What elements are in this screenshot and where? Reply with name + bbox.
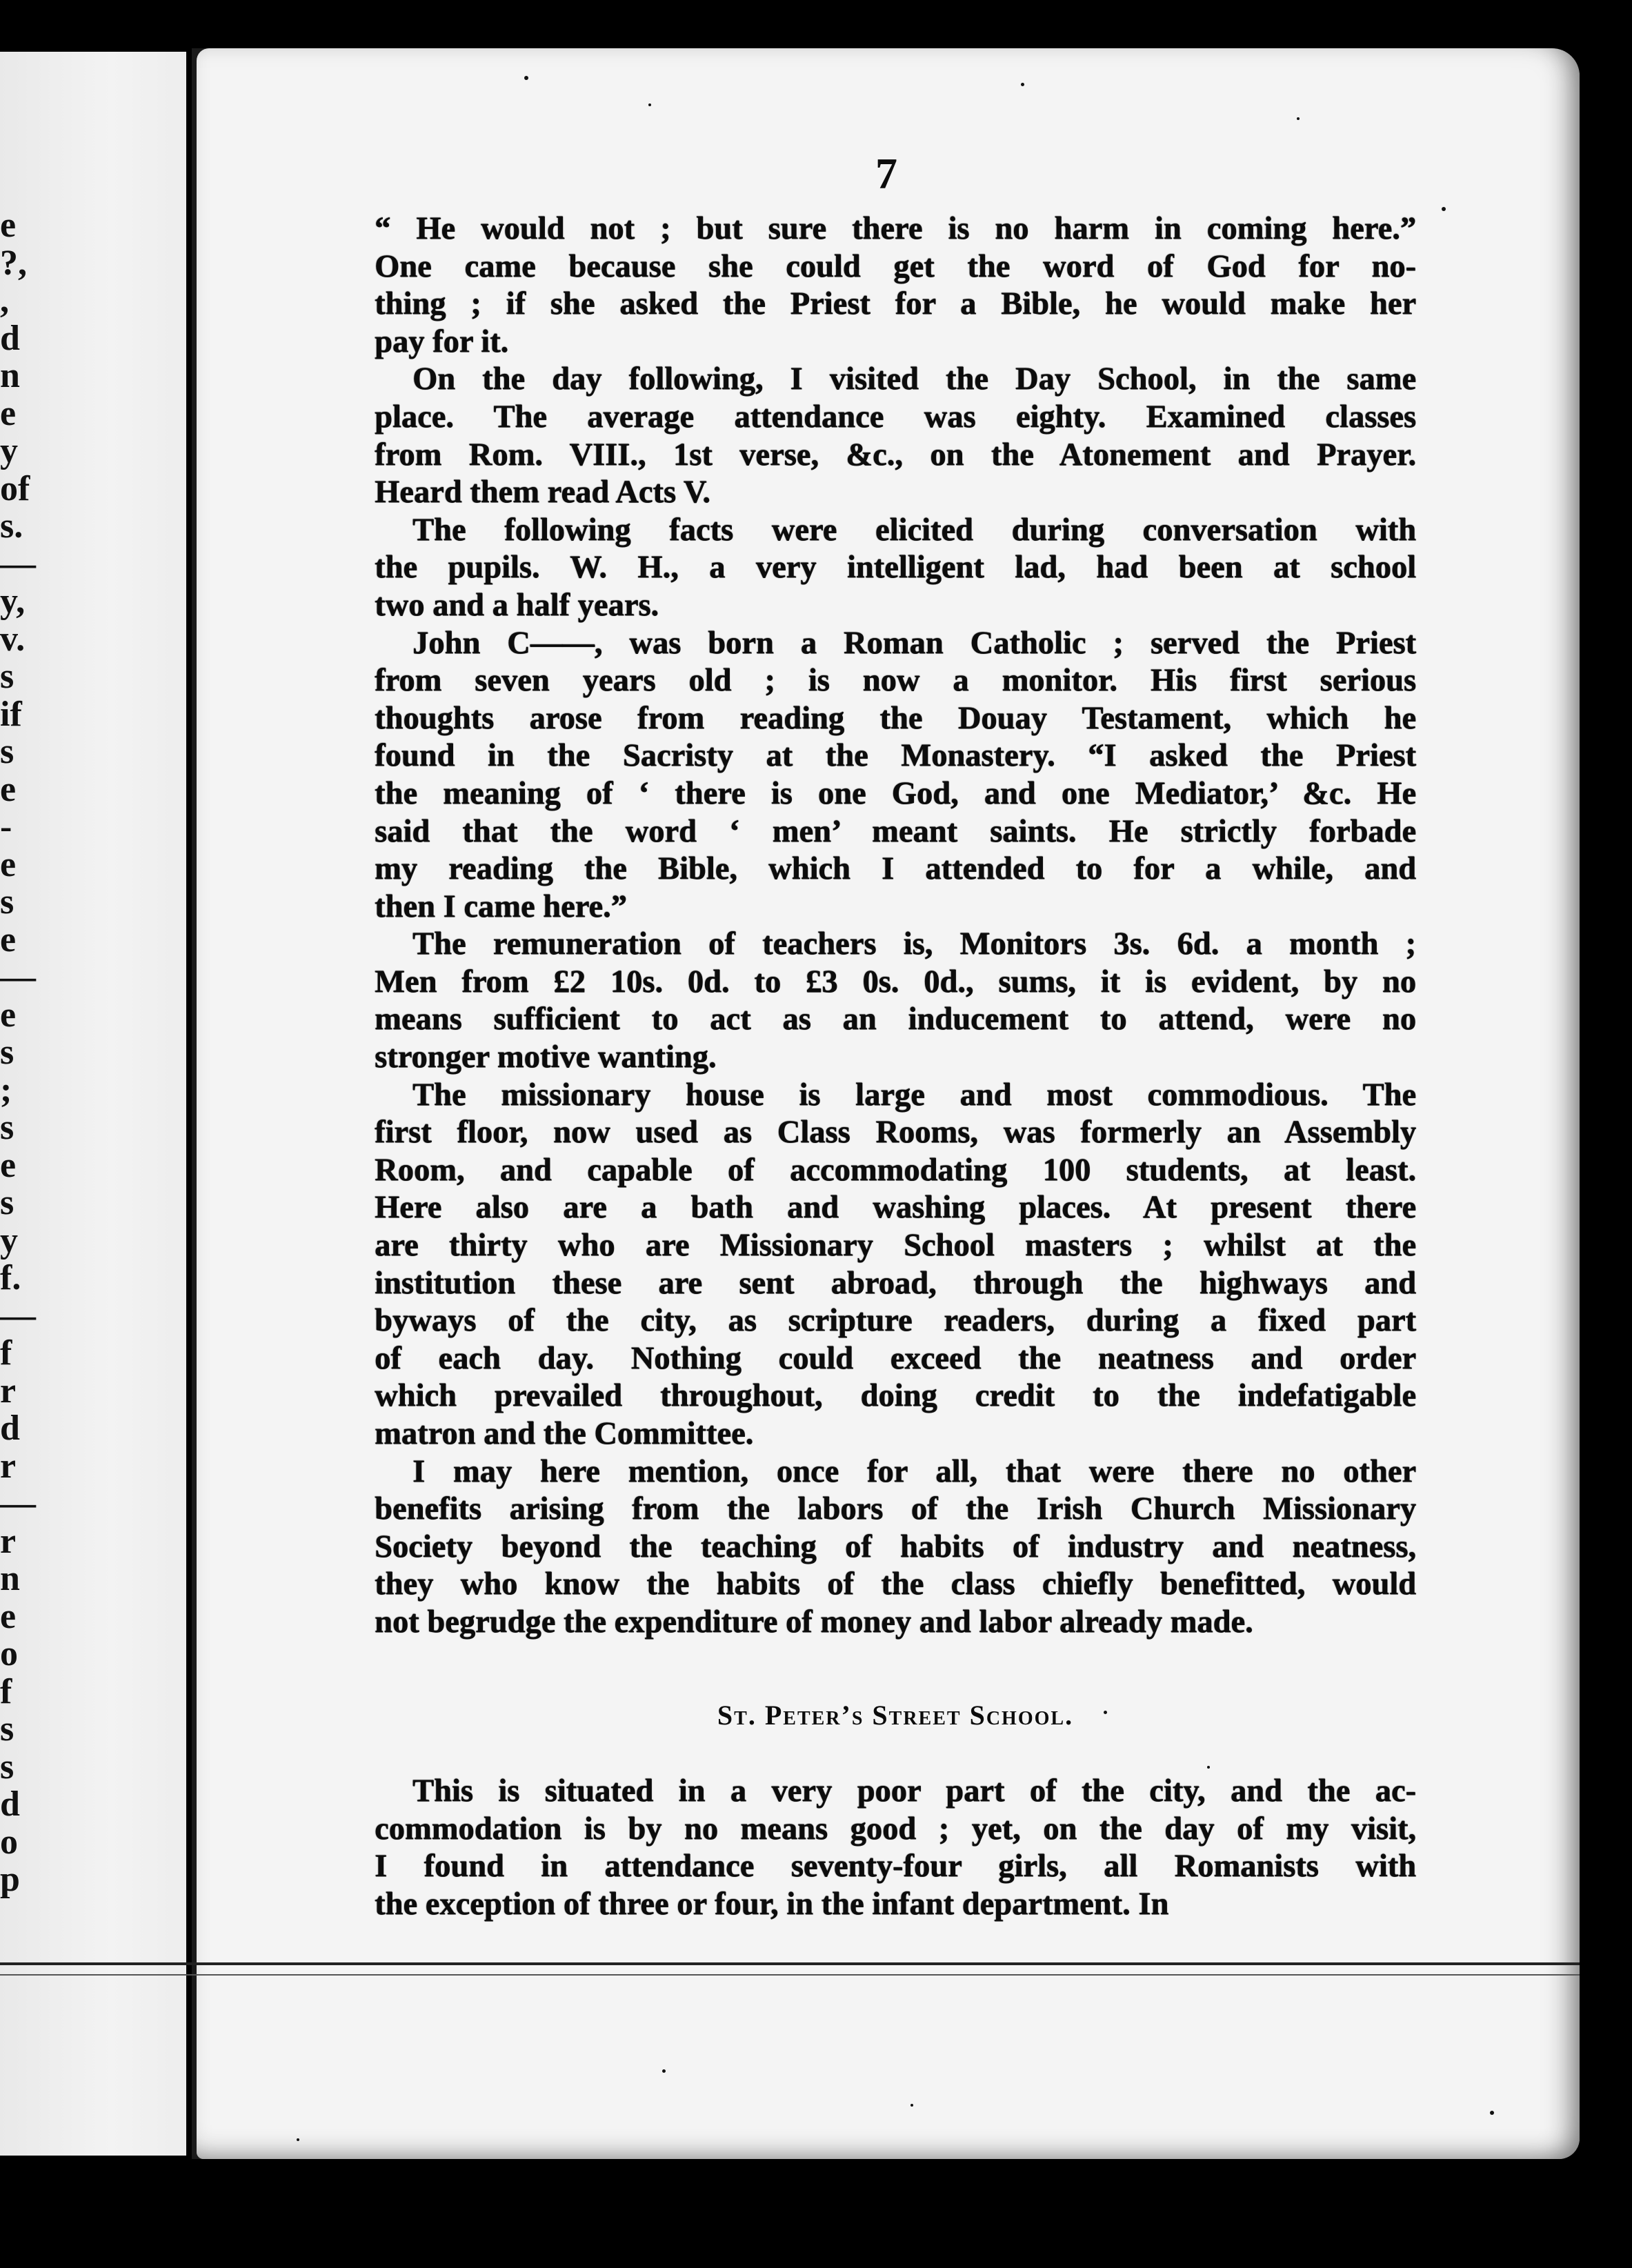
left-fragment: ;: [0, 1070, 12, 1110]
text-line: from seven years old ; is now a monitor. His first serious: [375, 663, 1416, 699]
text-line: On the day following, I visited the Day School, in the same: [412, 361, 1416, 397]
text-line: Here also are a bath and washing places. At present there: [375, 1190, 1416, 1226]
dust-speck: [1442, 207, 1446, 211]
text-line: benefits arising from the labors of the Irish Church Missionary: [375, 1491, 1416, 1527]
text-line: place. The average attendance was eighty. Examined classes: [375, 399, 1416, 435]
dust-speck: [648, 103, 651, 106]
left-fragment: —: [0, 544, 36, 584]
left-fragment: p: [0, 1860, 20, 1899]
left-fragment: s: [0, 1108, 14, 1147]
dust-speck: [1490, 2111, 1494, 2115]
dust-speck: [910, 2104, 913, 2107]
left-fragment: s: [0, 657, 14, 696]
left-fragment: —: [0, 1484, 36, 1523]
dust-speck: [297, 2138, 299, 2141]
left-fragment: s.: [0, 506, 23, 546]
left-fragment: e: [0, 1596, 17, 1636]
left-fragment: v.: [0, 619, 26, 659]
left-fragment: r: [0, 1446, 17, 1486]
left-fragment: ,: [0, 281, 9, 320]
text-line: This is situated in a very poor part of the city, and the ac-: [412, 1773, 1416, 1809]
left-fragment: e: [0, 844, 17, 884]
text-line: means sufficient to act as an inducement to attend, were no: [375, 1002, 1416, 1037]
text-line: which prevailed throughout, doing credit to the indefatigable: [375, 1378, 1416, 1414]
text-line: John C——, was born a Roman Catholic ; served the Priest: [412, 625, 1416, 661]
text-line: I may here mention, once for all, that were there no other: [412, 1453, 1416, 1489]
dust-speck: [1297, 117, 1300, 120]
text-line: of each day. Nothing could exceed the neatness and order: [375, 1340, 1416, 1376]
text-line: One came because she could get the word of God for no-: [375, 248, 1416, 284]
dust-speck: [524, 76, 528, 80]
page-number: 7: [875, 149, 897, 198]
left-fragment: s: [0, 882, 14, 922]
left-fragment: s: [0, 1033, 14, 1072]
dust-speck: [1021, 83, 1024, 86]
text-line: matron and the Committee.: [375, 1416, 754, 1451]
left-fragment: d: [0, 318, 20, 358]
text-line: Room, and capable of accommodating 100 students, at least.: [375, 1152, 1416, 1188]
left-page-text-fragments: [0, 207, 41, 1899]
left-fragment: s: [0, 732, 14, 771]
left-fragment: s: [0, 1709, 14, 1749]
text-line: the meaning of ‘ there is one God, and one Mediator,’ &c. He: [375, 775, 1416, 811]
left-fragment: y: [0, 431, 18, 470]
left-fragment: e: [0, 206, 17, 245]
left-fragment: e: [0, 393, 17, 433]
section-heading: St. Peter’s Street School.: [717, 1700, 1074, 1731]
left-fragment: f.: [0, 1258, 21, 1297]
left-fragment: of: [0, 468, 30, 508]
text-line: first floor, now used as Class Rooms, was formerly an Assembly: [375, 1115, 1416, 1151]
body-text: [375, 210, 1416, 1642]
text-line: The missionary house is large and most commodious. The: [412, 1077, 1416, 1113]
left-fragment: n: [0, 356, 20, 395]
dust-speck: [662, 2069, 666, 2073]
text-line: institution these are sent abroad, through the highways and: [375, 1265, 1416, 1301]
body-text-continued: [375, 1773, 1416, 1923]
left-fragment: -: [0, 807, 12, 846]
text-line: said that the word ‘ men’ meant saints. He strictly forbade: [375, 813, 1416, 849]
left-fragment: o: [0, 1634, 18, 1673]
left-fragment: o: [0, 1822, 18, 1862]
left-fragment: y: [0, 1220, 18, 1260]
text-line: the pupils. W. H., a very intelligent lad, had been at school: [375, 550, 1416, 586]
text-line: not begrudge the expenditure of money and labor already made.: [375, 1604, 1253, 1640]
left-fragment: —: [0, 957, 36, 997]
left-fragment: f: [0, 1333, 12, 1373]
left-fragment: r: [0, 1371, 17, 1411]
bottom-rule-thin: [0, 1974, 1580, 1976]
dust-speck: [1104, 1711, 1107, 1714]
left-fragment: e: [0, 919, 17, 959]
dust-speck: [1207, 1766, 1210, 1769]
text-line: I found in attendance seventy-four girls, all Romanists with: [375, 1849, 1416, 1884]
left-fragment: e: [0, 1145, 17, 1185]
text-line: Heard them read Acts V.: [375, 475, 710, 510]
text-line: commodation is by no means good ; yet, on the day of my visit,: [375, 1811, 1416, 1847]
text-line: stronger motive wanting.: [375, 1040, 717, 1075]
left-fragment: if: [0, 694, 22, 734]
text-line: The following facts were elicited during conversation with: [412, 512, 1416, 548]
left-fragment: e: [0, 995, 17, 1035]
left-fragment: f: [0, 1671, 12, 1711]
text-line: “ He would not ; but sure there is no harm in coming here.”: [375, 211, 1416, 246]
text-line: pay for it.: [375, 324, 509, 359]
left-fragment: d: [0, 1409, 20, 1448]
text-line: from Rom. VIII., 1st verse, &c., on the Atonement and Prayer.: [375, 437, 1416, 472]
text-line: The remuneration of teachers is, Monitors 3s. 6d. a month ;: [412, 926, 1416, 962]
text-line: they who know the habits of the class chiefly benefitted, would: [375, 1566, 1416, 1602]
bottom-rule: [0, 1962, 1580, 1965]
text-line: thoughts arose from reading the Douay Testament, which he: [375, 700, 1416, 736]
left-fragment: n: [0, 1559, 20, 1598]
left-fragment: r: [0, 1521, 17, 1561]
text-line: Society beyond the teaching of habits of industry and neatness,: [375, 1529, 1416, 1564]
text-line: are thirty who are Missionary School masters ; whilst at the: [375, 1228, 1416, 1264]
text-line: Men from £2 10s. 0d. to £3 0s. 0d., sums, it is evident, by no: [375, 964, 1416, 999]
left-fragment: —: [0, 1295, 36, 1335]
text-line: my reading the Bible, which I attended to for a while, and: [375, 851, 1416, 887]
text-line: byways of the city, as scripture readers, during a fixed part: [375, 1303, 1416, 1339]
left-fragment: y,: [0, 581, 26, 621]
left-fragment: e: [0, 769, 17, 809]
left-fragment: s: [0, 1183, 14, 1222]
left-fragment: s: [0, 1747, 14, 1787]
text-line: the exception of three or four, in the infant department. In: [375, 1886, 1169, 1922]
text-line: two and a half years.: [375, 587, 659, 623]
text-line: thing ; if she asked the Priest for a Bible, he would make her: [375, 286, 1416, 322]
left-fragment: ?,: [0, 243, 27, 283]
left-fragment: d: [0, 1784, 20, 1824]
text-line: found in the Sacristy at the Monastery. “I asked the Priest: [375, 738, 1416, 774]
text-line: then I came here.”: [375, 888, 627, 924]
